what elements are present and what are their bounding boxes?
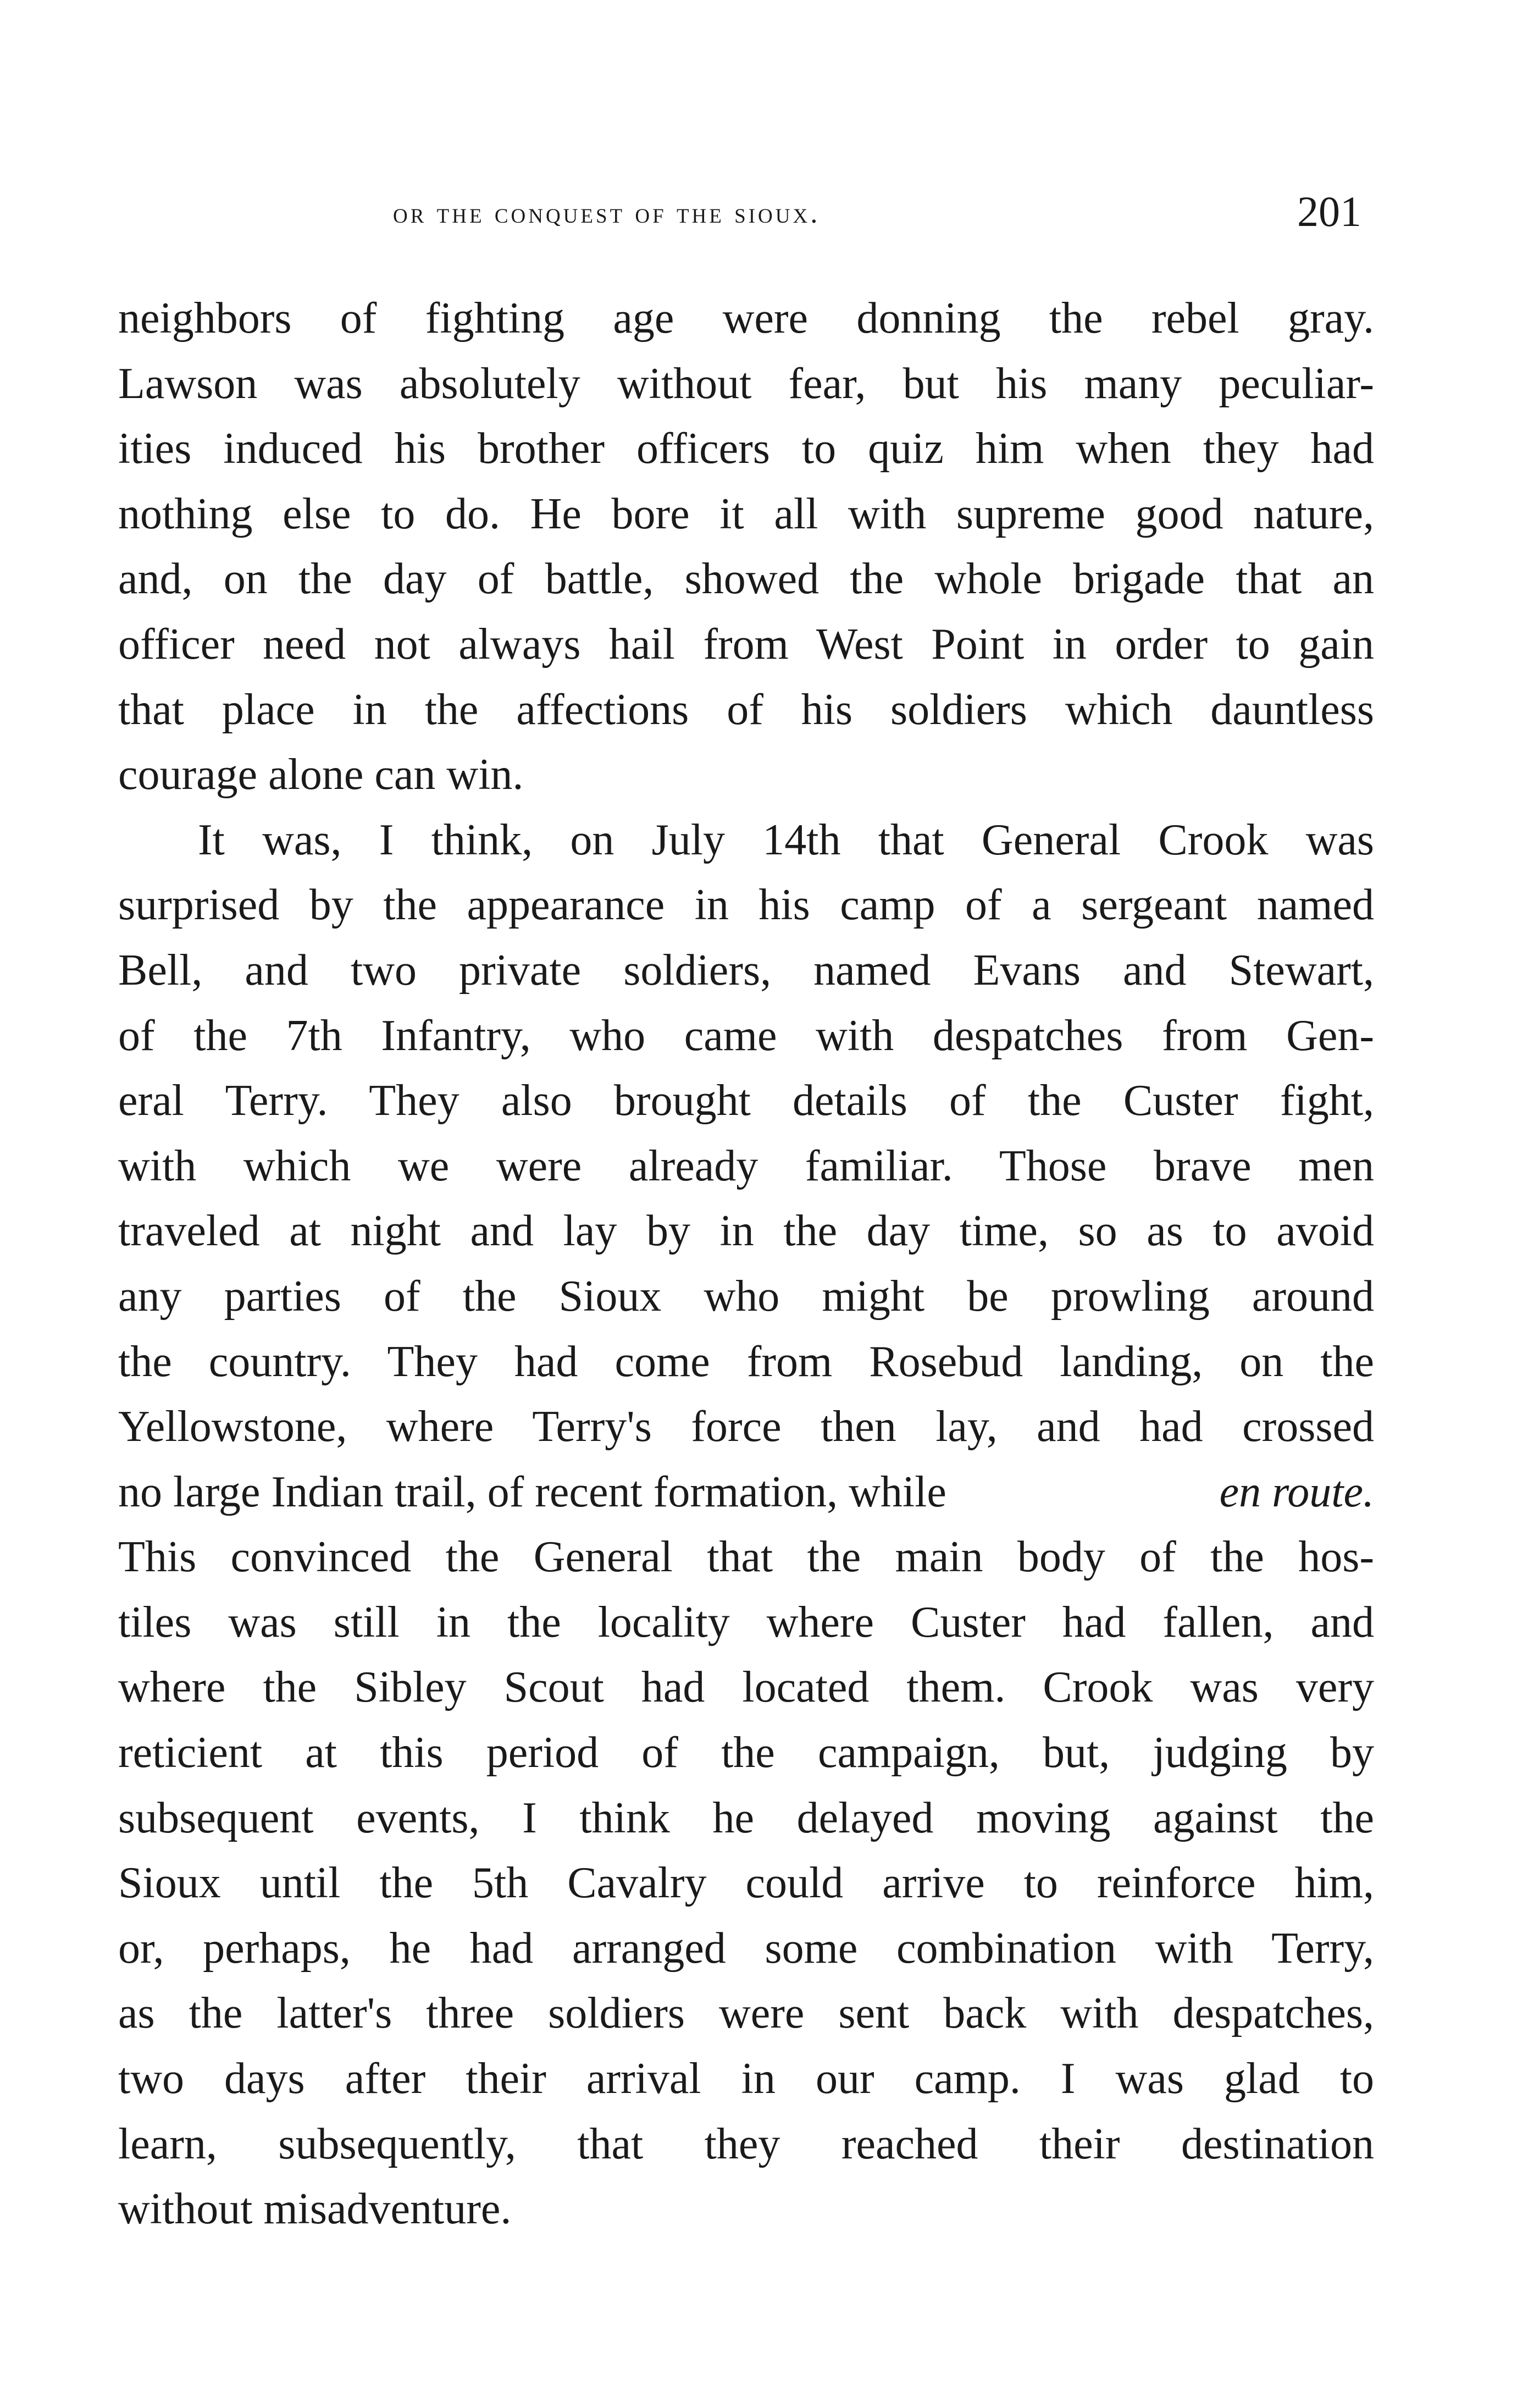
- text-line: Sioux until the 5th Cavalry could arrive to reinforce him,: [118, 1859, 1374, 1908]
- page-number: 201: [1297, 187, 1361, 235]
- text-line: the country. They had come from Rosebud landing, on the: [118, 1337, 1374, 1386]
- text-line: eral Terry. They also brought details of the Custer fight,: [118, 1076, 1374, 1125]
- text-line: Yellowstone, where Terry's force then lay, and had crossed: [118, 1402, 1374, 1451]
- text-line: of the 7th Infantry, who came with despatches from Gen-: [118, 1011, 1374, 1060]
- text-line: ities induced his brother officers to quiz him when they had: [118, 424, 1374, 473]
- text-line: It was, I think, on July 14th that General Crook was: [198, 815, 1374, 864]
- text-line: that place in the affections of his soldiers which dauntless: [118, 685, 1374, 734]
- text-line: traveled at night and lay by in the day time, so as to avoid: [118, 1207, 1374, 1256]
- text-line: with which we were already familiar. Those brave men: [118, 1141, 1374, 1190]
- text-line: officer need not always hail from West Point in order to gain: [118, 620, 1374, 669]
- running-head: [0, 187, 1517, 253]
- text-line: without misadventure.: [118, 2185, 512, 2234]
- text-line: and, on the day of battle, showed the whole brigade that an: [118, 555, 1374, 604]
- text-line: any parties of the Sioux who might be prowling around: [118, 1272, 1374, 1321]
- text-line-mixed: [118, 1460, 1374, 1525]
- text-line: This convinced the General that the main body of the hos-: [118, 1533, 1374, 1582]
- text-line: tiles was still in the locality where Custer had fallen, and: [118, 1598, 1374, 1647]
- text-line: reticient at this period of the campaign, but, judging by: [118, 1728, 1374, 1777]
- running-title: or the conquest of the sioux.: [393, 197, 821, 229]
- text-italic: en route.: [1219, 1467, 1374, 1516]
- text-line: where the Sibley Scout had located them. Crook was very: [118, 1663, 1374, 1712]
- text-line: surprised by the appearance in his camp of a sergeant named: [118, 881, 1374, 930]
- text-line: two days after their arrival in our camp. I was glad to: [118, 2054, 1374, 2103]
- text-line: Lawson was absolutely without fear, but his many peculiar-: [118, 359, 1374, 408]
- text-roman: no large Indian trail, of recent formation, while: [118, 1467, 946, 1516]
- text-line: as the latter's three soldiers were sent back with despatches,: [118, 1989, 1374, 2038]
- text-body: [118, 286, 1374, 2242]
- text-line: subsequent events, I think he delayed moving against the: [118, 1793, 1374, 1842]
- text-line: Bell, and two private soldiers, named Evans and Stewart,: [118, 946, 1374, 995]
- text-line: courage alone can win.: [118, 750, 524, 799]
- text-line: learn, subsequently, that they reached their destination: [118, 2119, 1374, 2168]
- text-line: neighbors of fighting age were donning the rebel gray.: [118, 294, 1374, 343]
- text-line: or, perhaps, he had arranged some combination with Terry,: [118, 1924, 1374, 1973]
- text-line: nothing else to do. He bore it all with supreme good nature,: [118, 489, 1374, 538]
